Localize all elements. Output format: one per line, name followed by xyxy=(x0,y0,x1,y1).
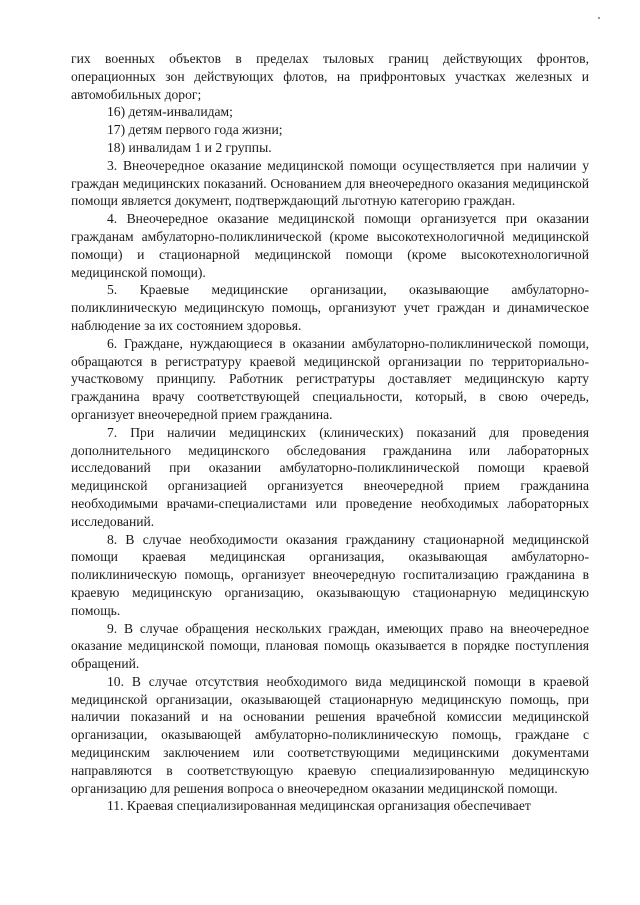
continuation-text: гих военных объектов в пределах тыловых границ действующих фронтов, операционных зон действующих флотов, на прифронтовых участках железных и автомобильных дорог; xyxy=(71,51,589,102)
list-item-16: 16) детям-инвалидам; xyxy=(107,104,233,120)
list-item-17: 17) детям первого года жизни; xyxy=(107,122,283,138)
paragraph-9: 9. В случае обращения нескольких граждан, имеющих право на внеочередное оказание медицинской помощи, плановая помощь оказывается в порядке поступления обращений. xyxy=(71,620,589,672)
paragraph-4: 4. Внеочередное оказание медицинской помощи организуется при оказании гражданам амбулаторно-поликлинической (кроме высокотехнологичной медицинской помощи) и стационарной медицинской помощи (кроме высокотехнологичной медицинской помощи). xyxy=(71,211,589,280)
paragraph-5: 5. Краевые медицинские организации, оказывающие амбулаторно-поликлиническую медицинскую помощь, организуют учет граждан и динамическое наблюдение за их состоянием здоровья. xyxy=(71,282,589,333)
document-page xyxy=(71,50,589,815)
paragraph-3: 3. Внеочередное оказание медицинской помощи осуществляется при наличии у граждан медицинских показаний. Основанием для внеочередного оказания медицинской помощи является документ, подтверждающий льготную категорию граждан. xyxy=(71,157,589,209)
paragraph-10: 10. В случае отсутствия необходимого вида медицинской помощи в краевой медицинской организации, оказывающей стационарную медицинскую помощь, при наличии показаний и на основании решения врачебной комиссии медицинской организации, оказывающей амбулаторно-поликлиническую помощь, граждане с медицинским заключением или соответствующими медицинскими документами направляются в соответствующую краевую специализированную медицинскую организацию для решения вопроса о внеочередном оказании медицинской помощи. xyxy=(71,673,589,796)
paragraph-7: 7. При наличии медицинских (клинических) показаний для проведения дополнительного медицинского обследования гражданина или лабораторных исследований при оказании амбулаторно-поликлинической помощи краевой медицинской организацией организуется внеочередной прием гражданина необходимыми врачами-специалистами или проведение необходимых лабораторных исследований. xyxy=(71,424,589,529)
scan-speck xyxy=(598,17,600,19)
paragraph-8: 8. В случае необходимости оказания гражданину стационарной медицинской помощи краевая медицинская организация, оказывающая амбулаторно-поликлиническую помощь, организует внеочередную госпитализацию гражданина в краевую медицинскую организацию, оказывающую стационарную медицинскую помощь. xyxy=(71,531,589,618)
list-item-18: 18) инвалидам 1 и 2 группы. xyxy=(107,139,272,155)
paragraph-6: 6. Граждане, нуждающиеся в оказании амбулаторно-поликлинической помощи, обращаются в регистратуру краевой медицинской организации по территориально-участковому принципу. Работник регистратуры доставляет медицинскую карту гражданина врачу соответствующей специальности, который, в свою очередь, организует внеочередной прием гражданина. xyxy=(71,335,589,422)
paragraph-11: 11. Краевая специализированная медицинская организация обеспечивает xyxy=(107,798,531,814)
